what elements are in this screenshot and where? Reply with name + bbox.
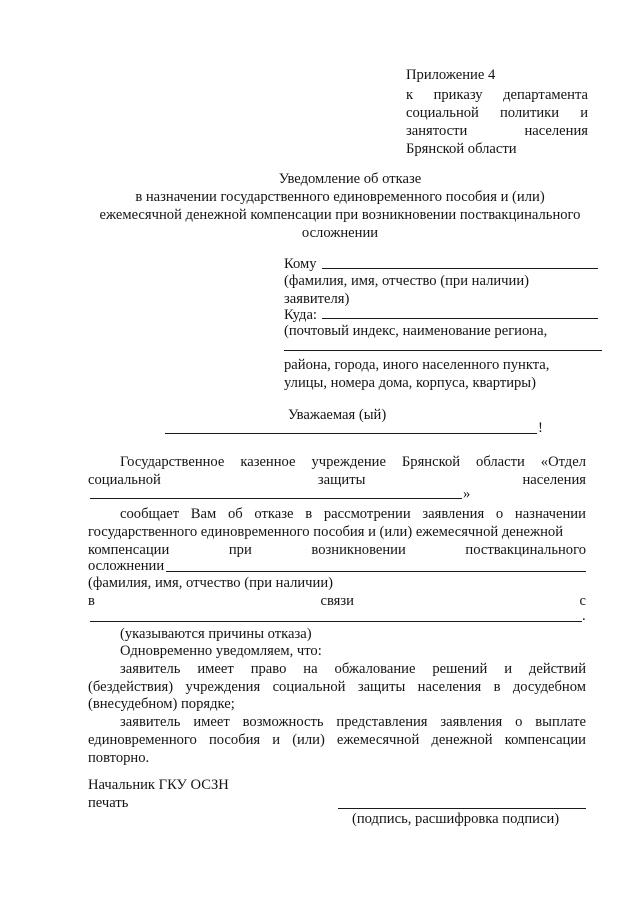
signature-hint: (подпись, расшифровка подписи) bbox=[352, 811, 560, 827]
word: «Отдел bbox=[540, 454, 586, 470]
body-line-13: (внесудебном) порядке; bbox=[88, 696, 235, 712]
word: защиты bbox=[357, 679, 406, 695]
reason-field[interactable] bbox=[90, 621, 582, 622]
to-field[interactable] bbox=[322, 268, 598, 269]
body-line-7: (фамилия, имя, отчество (при наличии) bbox=[88, 575, 334, 591]
appendix-title: Приложение 4 bbox=[406, 67, 496, 83]
word: имеет bbox=[193, 714, 230, 730]
body-line-3 bbox=[120, 505, 586, 523]
word: рассмотрении bbox=[323, 506, 411, 522]
word: денежной bbox=[431, 732, 493, 748]
word: представления bbox=[336, 714, 428, 730]
word: и bbox=[504, 661, 512, 677]
word: в bbox=[88, 593, 95, 609]
word: учреждение bbox=[311, 454, 386, 470]
word: Вам bbox=[190, 506, 217, 522]
word: досудебном bbox=[512, 679, 586, 695]
word: и bbox=[580, 105, 588, 121]
word: населения bbox=[522, 472, 586, 488]
body-line-4: государственного единовременного пособия и (или) ежемесячной денежной bbox=[88, 524, 564, 540]
appendix-line-2 bbox=[406, 86, 588, 104]
word: при bbox=[228, 542, 252, 558]
word: заявитель bbox=[120, 661, 181, 677]
word: заявления bbox=[422, 506, 485, 522]
appendix-line-4 bbox=[406, 122, 588, 140]
word: (или) bbox=[292, 732, 325, 748]
word: департамента bbox=[503, 87, 588, 103]
body-line-8 bbox=[88, 592, 586, 610]
where-hint-1: (почтовый индекс, наименование региона, bbox=[284, 323, 548, 339]
word: с bbox=[579, 593, 586, 609]
word: (бездействия) bbox=[88, 679, 174, 695]
word: Брянской bbox=[401, 454, 461, 470]
word: заявления bbox=[440, 714, 503, 730]
word: обжалование bbox=[334, 661, 416, 677]
to-hint-2: заявителя) bbox=[284, 291, 350, 307]
body-line-2 bbox=[88, 471, 586, 489]
body-line-10: Одновременно уведомляем, что: bbox=[120, 643, 322, 659]
word: казенное bbox=[240, 454, 296, 470]
signature-head: Начальник ГКУ ОСЗН bbox=[88, 777, 229, 793]
to-hint-1: (фамилия, имя, отчество (при наличии) bbox=[284, 273, 530, 289]
word: заявитель bbox=[120, 714, 181, 730]
word: поствакцинального bbox=[465, 542, 586, 558]
word: имеет bbox=[197, 661, 234, 677]
body-line-16: повторно. bbox=[88, 750, 150, 766]
where-field-2[interactable] bbox=[284, 350, 602, 351]
department-field[interactable] bbox=[90, 498, 462, 499]
word: возможность bbox=[242, 714, 324, 730]
body-line-1 bbox=[120, 453, 586, 471]
word: населения bbox=[524, 123, 588, 139]
word: действий bbox=[528, 661, 586, 677]
word: социальной bbox=[406, 105, 479, 121]
word: выплате bbox=[535, 714, 586, 730]
heading-line-4: осложнении bbox=[301, 225, 379, 241]
appendix-line-5: Брянской области bbox=[406, 141, 517, 157]
body-line-12 bbox=[88, 678, 586, 696]
word: компенсации bbox=[504, 732, 586, 748]
body-line-11 bbox=[120, 660, 586, 678]
word: учреждения bbox=[185, 679, 261, 695]
where-label: Куда: bbox=[284, 307, 317, 323]
word: к bbox=[406, 87, 414, 103]
word: занятости bbox=[406, 123, 468, 139]
word: право bbox=[250, 661, 287, 677]
signature-stamp: печать bbox=[88, 795, 129, 811]
word: на bbox=[303, 661, 318, 677]
word: и bbox=[272, 732, 281, 748]
greeting-name-field[interactable] bbox=[165, 433, 537, 434]
word: социальной bbox=[88, 472, 161, 488]
heading-line-2: в назначении государственного единовременного пособия и (или) bbox=[135, 189, 545, 205]
to-label: Кому bbox=[284, 256, 317, 272]
where-hint-3: улицы, номера дома, корпуса, квартиры) bbox=[284, 375, 536, 391]
word: сообщает bbox=[120, 506, 180, 522]
word: об bbox=[227, 506, 243, 522]
reason-period: . bbox=[582, 608, 586, 624]
word: решений bbox=[432, 661, 488, 677]
body-line-14 bbox=[120, 713, 586, 731]
greeting-text: Уважаемая (ый) bbox=[288, 407, 387, 423]
body-line-15 bbox=[88, 731, 586, 749]
complication-field[interactable] bbox=[166, 571, 586, 572]
word: связи bbox=[320, 593, 354, 609]
where-field[interactable] bbox=[322, 318, 598, 319]
body-line-6: осложнении bbox=[88, 558, 165, 574]
word: социальной bbox=[272, 679, 346, 695]
word: в bbox=[305, 506, 313, 522]
word: политики bbox=[499, 105, 560, 121]
word: компенсации bbox=[88, 542, 170, 558]
signature-field[interactable] bbox=[338, 808, 586, 809]
heading-line-3: ежемесячной денежной компенсации при возникновении поствакцинального bbox=[99, 207, 581, 223]
word: единовременного bbox=[88, 732, 197, 748]
word: ежемесячной bbox=[336, 732, 420, 748]
greeting-exclam: ! bbox=[538, 420, 543, 436]
word: возникновении bbox=[311, 542, 406, 558]
word: Государственное bbox=[120, 454, 225, 470]
word: населения bbox=[417, 679, 482, 695]
word: о bbox=[515, 714, 523, 730]
word: о bbox=[495, 506, 504, 522]
body-line-9: (указываются причины отказа) bbox=[120, 626, 312, 642]
word: в bbox=[493, 679, 501, 695]
appendix-line-3 bbox=[406, 104, 588, 122]
word: пособия bbox=[208, 732, 261, 748]
word: приказу bbox=[433, 87, 483, 103]
heading-line-1: Уведомление об отказе bbox=[278, 171, 422, 187]
where-hint-2: района, города, иного населенного пункта, bbox=[284, 357, 550, 373]
word: защиты bbox=[317, 472, 366, 488]
quote-close: » bbox=[463, 486, 471, 502]
word: области bbox=[476, 454, 525, 470]
word: назначении bbox=[514, 506, 586, 522]
word: отказе bbox=[254, 506, 294, 522]
